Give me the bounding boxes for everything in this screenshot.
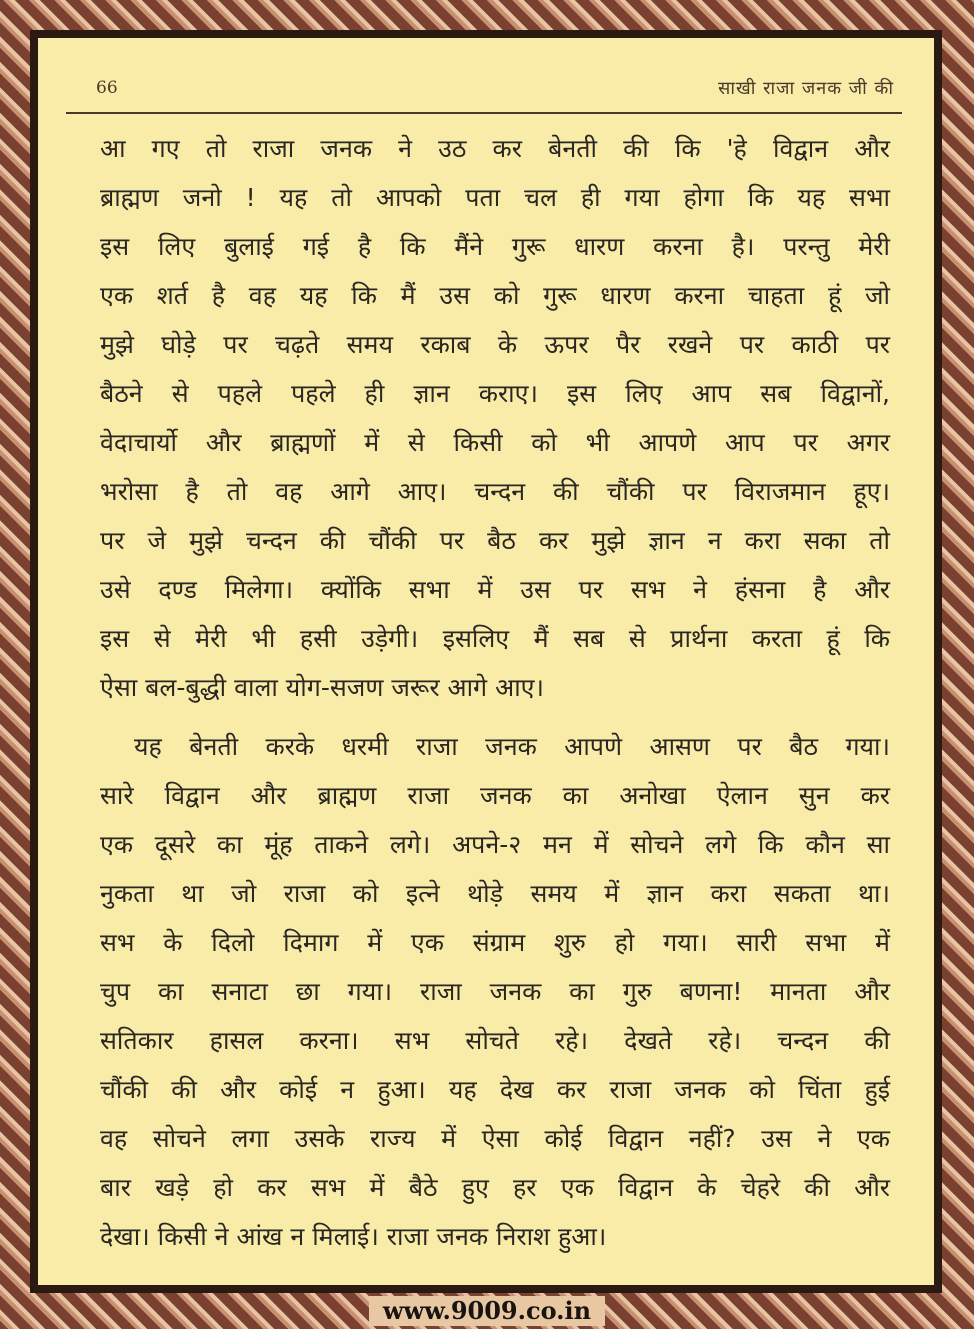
text-line: इस से मेरी भी हसी उड़ेगी। इसलिए मैं सब से प्रार्थना करता हूं कि: [100, 624, 890, 653]
page-header: [66, 76, 902, 114]
text-line: इस लिए बुलाई गई है कि मैंने गुरू धारण करना है। परन्तु मेरी: [100, 232, 890, 261]
paragraph-2: [100, 722, 890, 1261]
body-text: [100, 124, 890, 1261]
text-line: वह सोचने लगा उसके राज्य में ऐसा कोई विद्वान नहीं? उस ने एक: [100, 1124, 890, 1153]
text-line: बार खड़े हो कर सभ में बैठे हुए हर एक विद्वान के चेहरे की और: [100, 1173, 890, 1202]
website-url: www.9009.co.in: [369, 1296, 605, 1326]
text-line: एक दूसरे का मूंह ताकने लगे। अपने-२ मन में सोचने लगे कि कौन सा: [100, 830, 890, 859]
text-line: सभ के दिलो दिमाग में एक संग्राम शुरु हो गया। सारी सभा में: [100, 928, 890, 957]
text-line: चुप का सनाटा छा गया। राजा जनक का गुरु बणना! मानता और: [100, 977, 890, 1006]
text-line-first: [100, 722, 890, 771]
text-line: सतिकार हासल करना। सभ सोचते रहे। देखते रहे। चन्दन की: [100, 1026, 890, 1055]
text-line: वेदाचार्यो और ब्राह्मणों में से किसी को भी आपणे आप पर अगर: [100, 428, 890, 457]
text-line: एक शर्त है वह यह कि मैं उस को गुरू धारण करना चाहता हूं जो: [100, 281, 890, 310]
text-line: आ गए तो राजा जनक ने उठ कर बेनती की कि 'हे विद्वान और: [100, 134, 890, 163]
text-line: पर जे मुझे चन्दन की चौंकी पर बैठ कर मुझे ज्ञान न करा सका तो: [100, 526, 890, 555]
text-line: देखा। किसी ने आंख न मिलाई। राजा जनक निराश हुआ।: [100, 1222, 607, 1251]
footer-band: [0, 1293, 974, 1329]
page-number: 66: [96, 78, 118, 98]
text-line: चौंकी की और कोई न हुआ। यह देख कर राजा जनक को चिंता हुई: [100, 1075, 890, 1104]
text-line: बैठने से पहले पहले ही ज्ञान कराए। इस लिए आप सब विद्वानों,: [100, 379, 890, 408]
text-line: उसे दण्ड मिलेगा। क्योंकि सभा में उस पर सभ ने हंसना है और: [100, 575, 890, 604]
book-page: [38, 38, 934, 1285]
text-line-content: यह बेनती करके धरमी राजा जनक आपणे आसण पर बैठ गया।: [134, 732, 890, 761]
text-line: सारे विद्वान और ब्राह्मण राजा जनक का अनोखा ऐलान सुन कर: [100, 781, 890, 810]
running-title: साखी राजा जनक जी की: [718, 78, 894, 99]
text-line: मुझे घोड़े पर चढ़ते समय रकाब के ऊपर पैर रखने पर काठी पर: [100, 330, 890, 359]
text-line: नुकता था जो राजा को इत्ने थोड़े समय में ज्ञान करा सकता था।: [100, 879, 890, 908]
paragraph-1: [100, 124, 890, 712]
text-line: भरोसा है तो वह आगे आए। चन्दन की चौंकी पर विराजमान हूए।: [100, 477, 890, 506]
text-line: ब्राह्मण जनो ! यह तो आपको पता चल ही गया होगा कि यह सभा: [100, 183, 890, 212]
text-line: ऐसा बल-बुद्धी वाला योग-सजण जरूर आगे आए।: [100, 673, 544, 702]
